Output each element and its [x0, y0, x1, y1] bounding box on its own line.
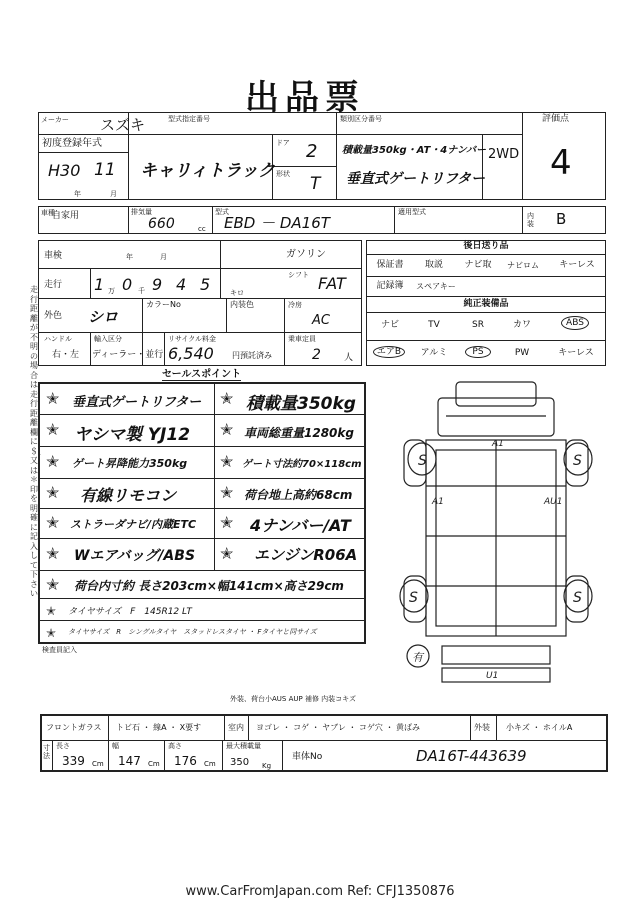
shape-label: 形状 [276, 170, 290, 178]
inspector-label: 検査員記入 [42, 646, 77, 654]
drive-value: 2WD [488, 147, 520, 162]
star-icon: ✭ [220, 420, 234, 439]
interior-color-label: 内装色 [230, 300, 254, 309]
star-icon: ✭ [46, 483, 60, 502]
score-value: 4 [550, 143, 572, 183]
first-reg-label: 初度登録年式 [42, 138, 102, 149]
star-icon: ✭ [46, 544, 60, 563]
room-value: ヨゴレ ・ コゲ ・ ヤブレ ・ コゲ穴 ・ 黄ばみ [256, 723, 421, 732]
star-icon: ✭ [220, 483, 234, 502]
capacity-label: 乗車定員 [288, 335, 316, 343]
sales-point-left-3: ゲート昇降能力350kg [72, 457, 188, 470]
damage-mark: S [573, 453, 582, 469]
extra-navi-rom: ナビロム [507, 261, 539, 270]
model-name: キャリィトラック [140, 161, 275, 181]
first-reg-year: H30 [48, 161, 81, 180]
tire-size-front: タイヤサイズ F 145R12 LT [68, 607, 192, 617]
type-no-label: 型式指定番号 [168, 115, 210, 123]
use-value: 自家用 [52, 211, 80, 221]
inspection-month: 月 [160, 253, 167, 261]
spec-text: 積載量350kg・AT・4ナンバー [342, 145, 487, 156]
sales-point-left-4: 有線リモコン [80, 486, 177, 505]
footer-watermark: www.CarFromJapan.com Ref: CFJ1350876 [185, 884, 455, 899]
sales-point-right-1: 積載量350kg [246, 394, 356, 414]
shift-value: FAT [318, 274, 346, 293]
import-value: ディーラー・並行 [92, 350, 164, 360]
height-unit: Cm [204, 760, 216, 768]
door-label: ドア [276, 139, 290, 147]
load-value: 350 [230, 757, 250, 768]
cc-label: 排気量 [131, 208, 152, 216]
cc-value: 660 [148, 216, 175, 232]
width-label: 幅 [112, 742, 119, 750]
damage-mark: S [418, 453, 427, 469]
truck-damage-diagram [386, 376, 606, 696]
color-no-label: カラーNo [146, 300, 181, 309]
equip-title: 純正装備品 [463, 299, 509, 309]
star-icon: ✭ [220, 544, 234, 563]
class-label: 類別区分番号 [340, 115, 382, 123]
room-label: 室内 [228, 723, 244, 732]
star-icon: ✭ [220, 513, 234, 532]
extras-title: 後日送り品 [463, 241, 509, 251]
cc-unit: cc [198, 225, 206, 233]
inspection-year: 年 [126, 253, 133, 261]
sales-point-right-3: ゲート寸法約70×118cm [242, 459, 362, 470]
extra-manual: 取説 [424, 260, 443, 270]
shape-value: T [310, 174, 321, 194]
capacity-value: 2 [312, 347, 321, 363]
size-label: 寸法 [43, 744, 50, 760]
damage-mark: S [409, 590, 418, 606]
year-unit: 年 [74, 190, 81, 198]
interior-label: 内装 [527, 212, 534, 228]
mileage-note: 走行距離が不明の場合は走行距離欄に＄、又は＊印を明確に記入して下さい [30, 285, 46, 598]
extra-navi-manual: ナビ取 [464, 260, 492, 270]
sales-title: セールスポイント [162, 369, 242, 380]
star-icon: ✭ [46, 452, 60, 471]
interior-value: B [556, 210, 567, 228]
height-value: 176 [174, 754, 197, 768]
equip-leather: カワ [512, 320, 531, 330]
damage-mark: 有 [412, 651, 423, 664]
mileage-digit-1: 1 [94, 275, 105, 294]
fuel-value: ガソリン [286, 249, 326, 260]
star-icon: ✭ [220, 452, 234, 471]
glass-label: フロントガラス [46, 723, 102, 732]
month-unit: 月 [110, 190, 117, 198]
extra-keyless: キーレス [559, 260, 595, 270]
equip-sr: SR [472, 320, 484, 330]
exterior-label: 外色 [44, 311, 63, 321]
extra-warranty: 保証書 [376, 260, 404, 270]
length-value: 339 [62, 754, 85, 768]
recycle-unit: 円預託済み [232, 351, 272, 360]
sales-point-right-5: 4ナンバー/AT [250, 516, 351, 535]
mileage-km: キロ [230, 289, 244, 297]
sales-point-left-6: Wエアバッグ/ABS [74, 548, 196, 564]
sales-point-right-4: 荷台地上高約68cm [244, 488, 353, 502]
chassis-value: DA16T-443639 [416, 747, 527, 765]
sales-point-right-2: 車両総重量1280kg [244, 426, 354, 440]
katashiki-value: EBD － DA16T [224, 214, 330, 232]
katashiki-label: 型式 [215, 208, 229, 216]
star-icon: ✭ [46, 420, 60, 439]
star-icon: ✭ [46, 575, 60, 594]
sales-point-left-1: 垂直式ゲートリフター [72, 395, 202, 410]
chassis-label: 車体No [292, 752, 323, 762]
star-icon: ✭ [220, 389, 234, 408]
exterior-value: シロ [88, 308, 119, 326]
ac-value: AC [312, 313, 330, 328]
door-value: 2 [306, 141, 318, 162]
use-label: 車種 [41, 209, 55, 217]
sales-point-left-2: ヤシマ製 YJ12 [74, 425, 191, 445]
mileage-sen: 千 [138, 287, 145, 295]
score-label: 評価点 [542, 114, 570, 124]
mileage-digit-2: 0 [122, 275, 133, 294]
recycle-value: 6,540 [168, 344, 214, 363]
import-label: 輸入区分 [94, 335, 122, 343]
width-value: 147 [118, 754, 141, 768]
star-icon: ✭ [46, 604, 57, 618]
mileage-man: 万 [108, 287, 115, 295]
extra-spare-key: スペアキー [416, 282, 456, 291]
handle-value: 右・左 [52, 350, 80, 360]
damage-note: 外装、荷台小AUS AUP 補修 内装コキズ [230, 695, 357, 703]
star-icon: ✭ [46, 513, 60, 532]
width-unit: Cm [148, 760, 160, 768]
equip-keyless: キーレス [558, 348, 594, 358]
tire-size-rear: タイヤサイズ R シングルタイヤ スタッドレスタイヤ ・ Fタイヤと同サイズ [68, 628, 317, 636]
equip-navi: ナビ [380, 320, 399, 330]
equip-ps: PS [456, 347, 500, 358]
grade-text: 垂直式ゲートリフター [346, 171, 486, 187]
equip-pw: PW [514, 348, 530, 358]
sales-point-right-6: エンジンR06A [254, 546, 358, 564]
load-label: 最大積載量 [226, 742, 261, 750]
glass-value: トビ石 ・ 線A ・ X要す [116, 723, 202, 732]
page-title: 出品票 [245, 78, 365, 118]
sales-point-left-5: ストラーダナビ/内蔵ETC [70, 518, 197, 531]
shift-label: シフト [288, 271, 309, 279]
ext-value: 小キズ ・ ホイルA [506, 723, 573, 732]
ext-label: 外装 [474, 723, 490, 732]
damage-mark: A1 [492, 439, 504, 449]
ac-label: 冷房 [288, 301, 302, 309]
damage-mark: U1 [486, 671, 499, 681]
equip-alumi: アルミ [420, 348, 448, 358]
mileage-label: 走行 [44, 280, 63, 290]
damage-mark: A1 [432, 497, 444, 507]
handle-label: ハンドル [44, 335, 72, 343]
equip-tv: TV [428, 320, 440, 330]
height-label: 高さ [168, 742, 182, 750]
recycle-label: リサイクル料金 [168, 335, 217, 343]
capacity-unit: 人 [344, 353, 354, 363]
mileage-digit-5: 5 [200, 275, 211, 294]
star-icon: ✭ [46, 389, 60, 408]
extra-record-book: 記録簿 [376, 281, 404, 291]
equip-abs: ABS [550, 318, 600, 329]
maker-value: スズキ [100, 116, 146, 134]
inspection-label: 車検 [44, 251, 63, 261]
maker-label: メーカー [41, 116, 69, 124]
first-reg-month: 11 [94, 160, 116, 180]
damage-mark: S [573, 590, 582, 606]
length-label: 長さ [56, 742, 70, 750]
equip-airbag: エアB [366, 347, 412, 358]
length-unit: Cm [92, 760, 104, 768]
star-icon: ✭ [46, 626, 57, 640]
fit-label: 適用型式 [398, 208, 426, 216]
bed-dimensions: 荷台内寸約 長さ203cm×幅141cm×高さ29cm [74, 579, 344, 593]
mileage-digit-4: 4 [176, 275, 187, 294]
damage-mark: AU1 [544, 497, 563, 507]
load-unit: Kg [262, 762, 272, 770]
mileage-digit-3: 9 [152, 275, 163, 294]
